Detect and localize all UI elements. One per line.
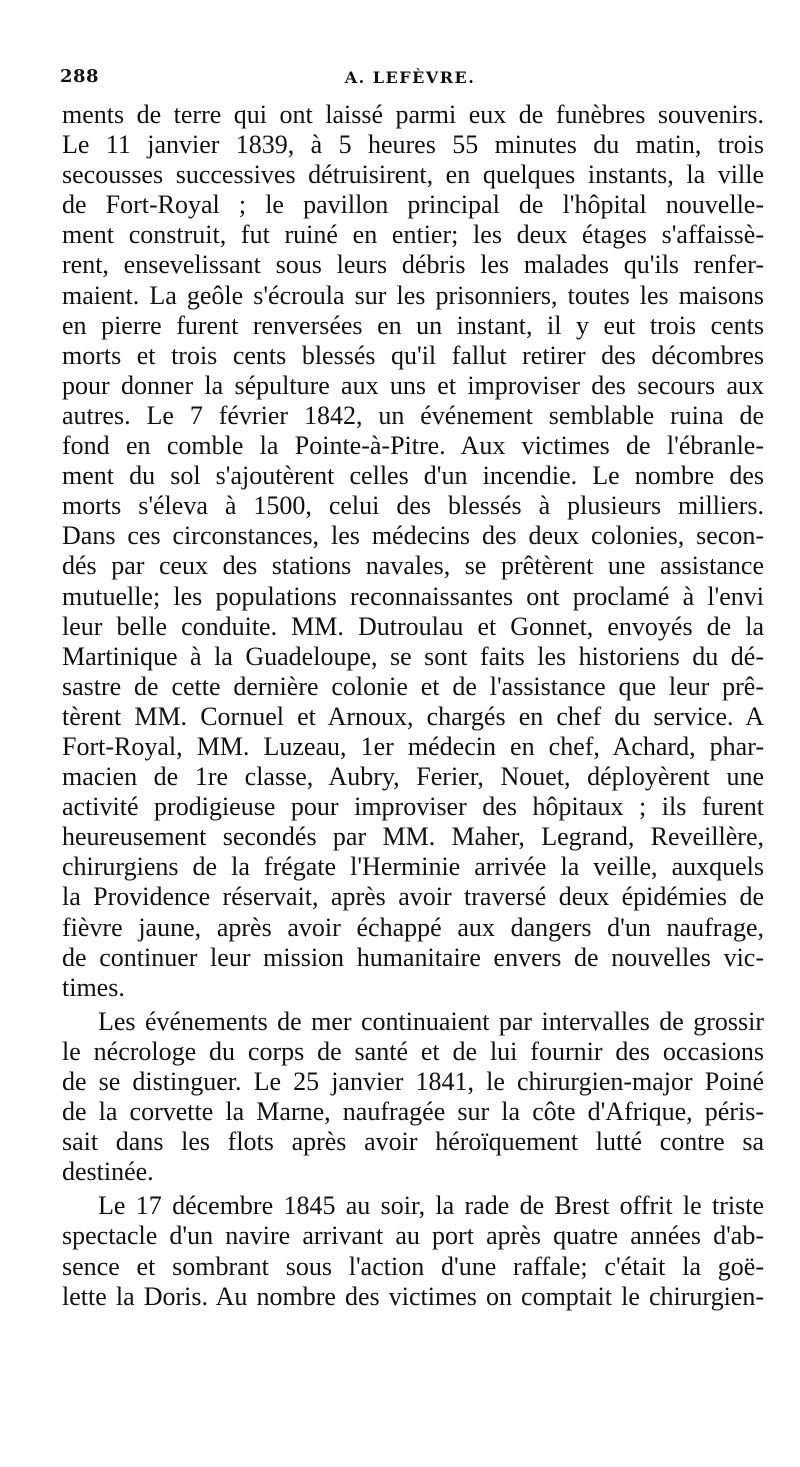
page-header [60,66,760,92]
text-line: rent, ensevelissant sous leurs débris les malades qu'ils renfer- [62,250,764,280]
text-line: pour donner la sépulture aux uns et improviser des secours aux [62,370,764,400]
page-number: 288 [60,66,100,87]
text-line: macien de 1re classe, Aubry, Ferier, Nouet, déployèrent une [62,762,764,792]
text-line: morts s'éleva à 1500, celui des blessés à plusieurs milliers. [62,491,764,521]
text-line: Le 17 décembre 1845 au soir, la rade de Brest offrit le triste [98,1191,764,1221]
text-line: morts et trois cents blessés qu'il fallut retirer des décombres [62,340,764,370]
text-line: activité prodigieuse pour improviser des hôpitaux ; ils furent [62,792,764,822]
text-line: secousses successives détruisirent, en quelques instants, la ville [62,160,764,190]
text-line: heureusement secondés par MM. Maher, Legrand, Reveillère, [62,822,764,852]
text-line: de se distinguer. Le 25 janvier 1841, le chirurgien-major Poiné [62,1067,764,1096]
text-line: sait dans les flots après avoir héroïquement lutté contre sa [62,1127,764,1157]
text-line: chirurgiens de la frégate l'Herminie arrivée la veille, auxquels [62,852,764,882]
paragraph [62,1007,764,1188]
text-line: de la corvette la Marne, naufragée sur la côte d'Afrique, péris- [62,1097,764,1127]
text-line: ment construit, fut ruiné en entier; les deux étages s'affaissè- [62,220,764,250]
text-line: destinée. [62,1157,154,1187]
text-line: ments de terre qui ont laissé parmi eux de funèbres souvenirs. [62,100,764,129]
text-line: le nécrologe du corps de santé et de lui fournir des occasions [62,1036,764,1066]
running-head: A. LEFÈVRE. [344,68,476,87]
text-line: Martinique à la Guadeloupe, se sont faits les historiens du dé- [62,641,764,671]
text-line: fièvre jaune, après avoir échappé aux dangers d'un naufrage, [62,912,764,942]
paragraph [62,1191,764,1311]
text-line: la Providence réservait, après avoir traversé deux épidémies de [62,882,764,912]
text-line: tèrent MM. Cornuel et Arnoux, chargés en chef du service. A [62,701,764,731]
text-line: fond en comble la Pointe-à-Pitre. Aux victimes de l'ébranle- [62,431,764,461]
text-line: spectacle d'un navire arrivant au port après quatre années d'ab- [62,1221,764,1251]
text-line: Fort-Royal, MM. Luzeau, 1er médecin en chef, Achard, phar- [62,731,764,761]
text-line: sastre de cette dernière colonie et de l'assistance que leur prê- [62,671,764,701]
text-line: lette la Doris. Au nombre des victimes on comptait le chirurgien- [62,1281,764,1311]
text-line: mutuelle; les populations reconnaissantes ont proclamé à l'envi [62,581,764,611]
text-line: en pierre furent renversées en un instant, il y eut trois cents [62,310,764,340]
text-line: times. [62,972,125,1002]
text-line: Le 11 janvier 1839, à 5 heures 55 minutes du matin, trois [62,130,764,160]
text-line: Les événements de mer continuaient par intervalles de grossir [98,1006,764,1036]
text-line: de continuer leur mission humanitaire envers de nouvelles vic- [62,942,764,972]
text-line: Dans ces circonstances, les médecins des deux colonies, secon- [62,521,764,551]
paragraph [62,100,764,1003]
text-line: de Fort-Royal ; le pavillon principal de l'hôpital nouvelle- [62,190,764,220]
text-line: leur belle conduite. MM. Dutroulau et Gonnet, envoyés de la [62,611,764,641]
text-line: maient. La geôle s'écroula sur les prisonniers, toutes les maisons [62,280,764,310]
text-line: sence et sombrant sous l'action d'une raffale; c'était la goë- [62,1251,764,1281]
text-line: dés par ceux des stations navales, se prêtèrent une assistance [62,551,764,581]
body-text [62,100,764,1312]
text-line: autres. Le 7 février 1842, un événement semblable ruina de [62,400,764,430]
text-line: ment du sol s'ajoutèrent celles d'un incendie. Le nombre des [62,461,764,491]
